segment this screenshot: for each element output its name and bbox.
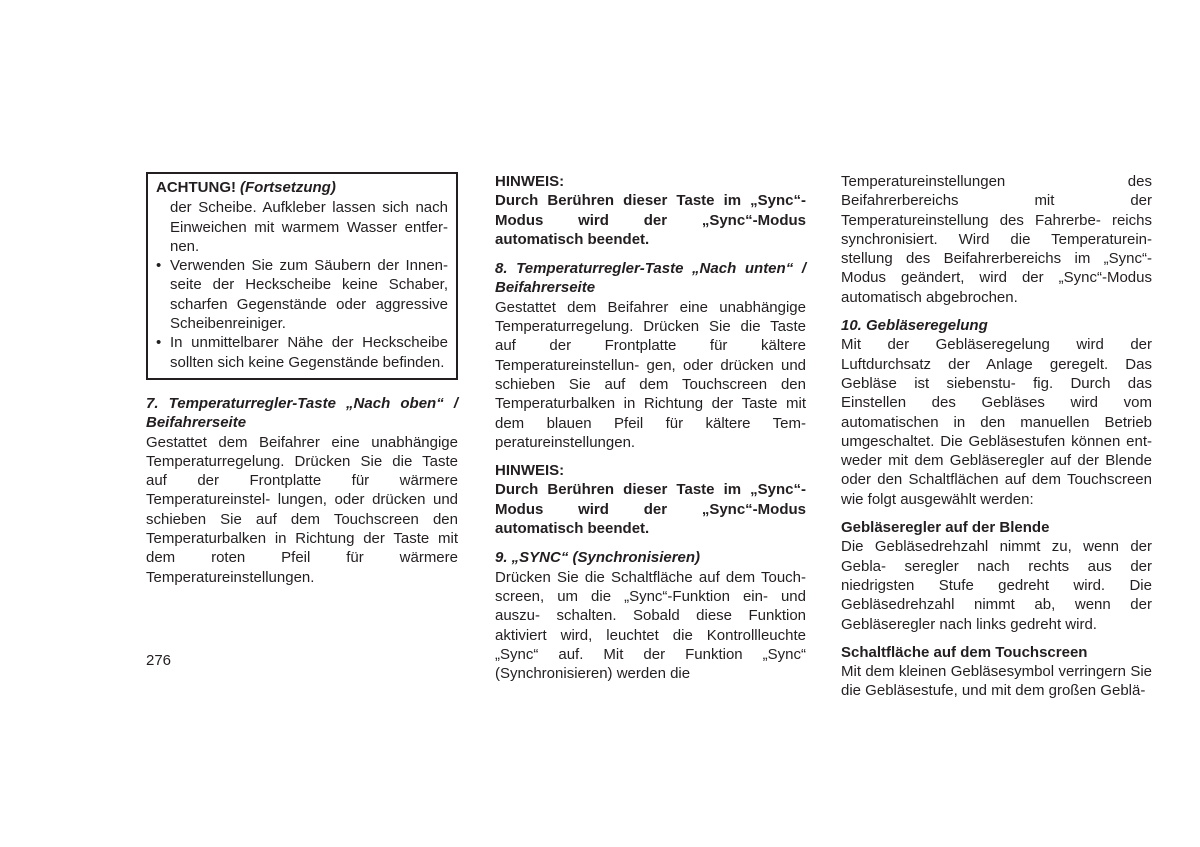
right-column bbox=[841, 172, 1152, 701]
left-column bbox=[146, 172, 458, 587]
blower-knob-heading: Gebläseregler auf der Blende bbox=[841, 519, 1050, 537]
section-8-heading: 8. Temperaturregler-Taste „Nach unten“ / Beifahrerseite bbox=[495, 260, 806, 297]
section-8-text: Gestattet dem Beifahrer eine unabhängige Temperaturregelung. Drücken Sie die Taste auf der Frontplatte für kältere Temperatureinstellun- gen, oder drücken und schieben Sie auf dem Touchscreen den Temperaturbalken in Richtung der Taste mit dem blauen Pfeil für kältere Tem- peratureinstellungen. bbox=[495, 298, 806, 451]
warning-label: ACHTUNG! bbox=[156, 179, 236, 196]
touchscreen-button-text: Mit dem kleinen Gebläsesymbol verringern Sie die Gebläsestufe, und mit dem großen Geblä- bbox=[841, 663, 1152, 700]
bullet-icon: • bbox=[156, 334, 162, 352]
section-7-text: Gestattet dem Beifahrer eine unabhängige Temperaturregelung. Drücken Sie die Taste auf der Frontplatte für wärmere Temperatureinstel- lungen, oder drücken und schieben Sie auf dem Touchscreen den Temperaturbalken in Richtung der Taste mit dem roten Pfeil für wärmere Temperatureinstellungen. bbox=[146, 433, 458, 586]
warning-box bbox=[146, 172, 458, 380]
warning-bullet bbox=[156, 256, 448, 333]
note-1-text: Durch Berühren dieser Taste im „Sync“- Modus wird der „Sync“-Modus automatisch beendet. bbox=[495, 192, 806, 248]
bullet-text: Verwenden Sie zum Säubern der Innen- seite der Heckscheibe keine Schaber, scharfen Gegenstände oder aggressive Scheibenreiniger. bbox=[170, 257, 448, 333]
warning-text: der Scheibe. Aufkleber lassen sich nach Einweichen mit warmem Wasser entfer- nen. bbox=[170, 199, 448, 255]
section-9-heading: 9. „SYNC“ (Synchronisieren) bbox=[495, 549, 701, 567]
continued-text: Temperatureinstellungen des Beifahrerbereichs mit der Temperatureinstellung des Fahrerbe- reichs synchronisiert. Wird die Temperaturein- stellung des Beifahrerbereichs im „Sync“- Modus geändert, wird der „Sync“-Modus automatisch abgebrochen. bbox=[841, 173, 1152, 306]
note-2-text: Durch Berühren dieser Taste im „Sync“- Modus wird der „Sync“-Modus automatisch beendet. bbox=[495, 481, 806, 538]
middle-column bbox=[495, 172, 806, 683]
section-10-text: Mit der Gebläseregelung wird der Luftdurchsatz der Anlage geregelt. Das Gebläse ist siebenstu- fig. Durch das Einstellen des Gebläses wird vom automatischen in den manuellen Betrieb umgeschaltet. Die Gebläsestufen können ent- weder mit dem Gebläseregler auf der Blende oder den Schaltflächen auf dem Touchscreen wie folgt ausgewählt werden: bbox=[841, 336, 1152, 508]
note-2-label: HINWEIS: bbox=[495, 462, 565, 480]
section-7-heading: 7. Temperaturregler-Taste „Nach oben“ / Beifahrerseite bbox=[146, 394, 458, 432]
warning-continuation: (Fortsetzung) bbox=[240, 179, 336, 196]
bullet-text: In unmittelbarer Nähe der Heckscheibe sollten sich keine Gegenstände befinden. bbox=[170, 334, 448, 371]
warning-title bbox=[156, 178, 448, 197]
touchscreen-button-heading: Schaltfläche auf dem Touchscreen bbox=[841, 643, 1088, 661]
warning-bullet bbox=[156, 333, 448, 372]
section-9-text: Drücken Sie die Schaltfläche auf dem Touch- screen, um die „Sync“-Funktion ein- und auszu- schalten. Sobald diese Funktion aktiviert wird, leuchtet die Kontrollleuchte „Sync“ auf. Mit der Funktion „Sync“ (Synchronisieren) werden die bbox=[495, 568, 806, 683]
section-10-heading: 10. Gebläseregelung bbox=[841, 317, 988, 335]
bullet-icon: • bbox=[156, 257, 162, 275]
note-1-label: HINWEIS: bbox=[495, 173, 565, 190]
page-number: 276 bbox=[146, 652, 172, 669]
blower-knob-text: Die Gebläsedrehzahl nimmt zu, wenn der Gebla- seregler nach rechts aus der niedrigsten Stufe gedreht wird. Die Gebläsedrehzahl nimmt ab, wenn der Gebläseregler nach links gedreht wird. bbox=[841, 538, 1152, 633]
